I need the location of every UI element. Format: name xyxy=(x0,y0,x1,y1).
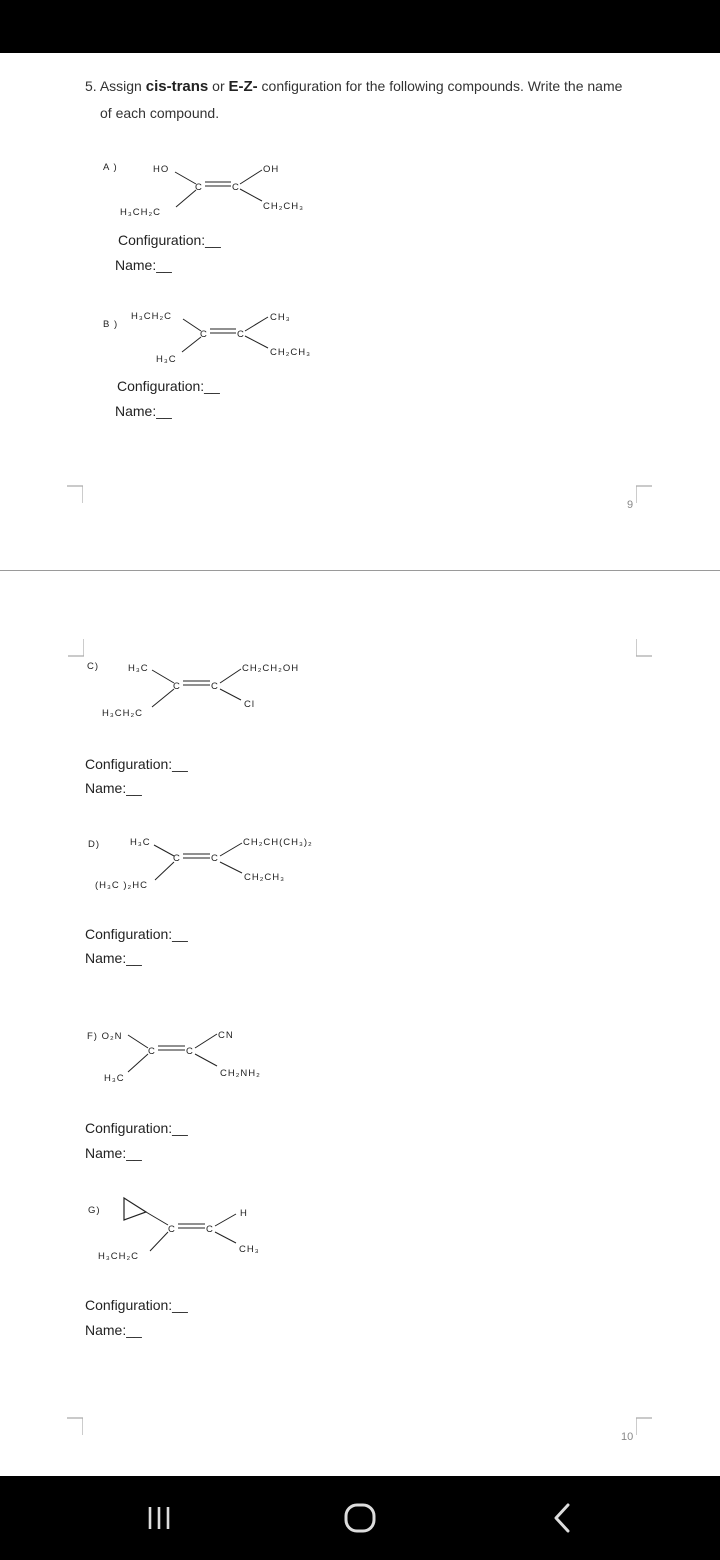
back-icon xyxy=(550,1502,574,1534)
back-button[interactable] xyxy=(522,1476,602,1560)
svg-text:H₃C: H₃C xyxy=(128,663,149,674)
svg-text:CN: CN xyxy=(218,1030,234,1041)
compound-g-label: G) xyxy=(88,1205,101,1216)
svg-text:C: C xyxy=(206,1224,214,1235)
svg-text:Cl: Cl xyxy=(244,699,255,710)
compound-d-label: D) xyxy=(88,839,101,850)
compound-f-name: Name:__ xyxy=(85,1145,142,1161)
document-page-9 xyxy=(0,53,720,570)
svg-text:CH₂NH₂: CH₂NH₂ xyxy=(220,1068,261,1079)
svg-text:H₃C: H₃C xyxy=(156,354,177,365)
svg-text:(H₃C )₂HC: (H₃C )₂HC xyxy=(95,880,148,891)
svg-text:C: C xyxy=(211,681,219,692)
page-number: 9 xyxy=(627,499,634,511)
svg-text:CH₂CH₂OH: CH₂CH₂OH xyxy=(242,663,300,674)
svg-text:C: C xyxy=(173,681,181,692)
svg-text:C: C xyxy=(173,853,181,864)
svg-text:C: C xyxy=(232,182,240,193)
term-e-z: E-Z- xyxy=(228,78,258,95)
compound-d-configuration: Configuration:__ xyxy=(85,926,188,942)
document-page-10 xyxy=(0,571,720,1476)
svg-text:CH₂CH(CH₃)₂: CH₂CH(CH₃)₂ xyxy=(243,837,313,848)
compound-b-configuration: Configuration:__ xyxy=(117,378,220,394)
page-corner-mark xyxy=(67,1417,83,1435)
compound-a-structure xyxy=(0,53,720,570)
svg-text:CH₂CH₃: CH₂CH₃ xyxy=(244,872,285,883)
svg-text:CH₃: CH₃ xyxy=(270,312,291,323)
compound-a-label: A ) xyxy=(103,162,118,173)
cyclopropyl-ring xyxy=(124,1198,146,1220)
compound-c-configuration: Configuration:__ xyxy=(85,756,188,772)
compound-c-label: C) xyxy=(87,661,100,672)
term-cis-trans: cis-trans xyxy=(145,78,209,95)
svg-text:C: C xyxy=(237,329,245,340)
compound-g-name: Name:__ xyxy=(85,1322,142,1338)
compound-f-label: F) O₂N xyxy=(87,1031,123,1042)
home-icon xyxy=(343,1501,377,1535)
compound-a-configuration: Configuration:__ xyxy=(118,232,221,248)
compounds-c-to-g-structures xyxy=(0,571,720,1476)
compound-c-name: Name:__ xyxy=(85,780,142,796)
svg-text:OH: OH xyxy=(263,164,280,175)
compound-d-name: Name:__ xyxy=(85,950,142,966)
svg-text:CH₃: CH₃ xyxy=(239,1244,260,1255)
question-text: 5. Assign cis-trans or E-Z- configuration for the following compounds. Write the name of each compound. xyxy=(85,78,623,121)
page-corner-mark xyxy=(636,485,652,503)
svg-text:H: H xyxy=(240,1208,248,1219)
compound-b-name: Name:__ xyxy=(115,403,172,419)
page-corner-mark xyxy=(67,485,83,503)
svg-text:CH₂CH₃: CH₂CH₃ xyxy=(263,201,304,212)
navigation-bar xyxy=(0,1476,720,1560)
svg-text:C: C xyxy=(148,1046,156,1057)
question-number: 5. xyxy=(85,78,97,94)
page-corner-mark xyxy=(636,1417,652,1435)
svg-text:H₃CH₂C: H₃CH₂C xyxy=(102,708,143,719)
home-button[interactable] xyxy=(320,1476,400,1560)
compound-f-configuration: Configuration:__ xyxy=(85,1120,188,1136)
page-number: 10 xyxy=(621,1431,634,1443)
svg-text:C: C xyxy=(186,1046,194,1057)
svg-text:C: C xyxy=(168,1224,176,1235)
status-bar xyxy=(0,0,720,53)
compound-a-name: Name:__ xyxy=(115,257,172,273)
compound-g-configuration: Configuration:__ xyxy=(85,1297,188,1313)
svg-text:C: C xyxy=(195,182,203,193)
compound-b-label: B ) xyxy=(103,319,119,330)
svg-text:CH₂CH₃: CH₂CH₃ xyxy=(270,347,311,358)
svg-text:H₃C: H₃C xyxy=(104,1073,125,1084)
svg-text:C: C xyxy=(211,853,219,864)
svg-text:C: C xyxy=(200,329,208,340)
recents-button[interactable] xyxy=(120,1476,200,1560)
svg-text:H₃C: H₃C xyxy=(130,837,151,848)
svg-text:H₃CH₂C: H₃CH₂C xyxy=(98,1251,139,1262)
svg-text:H₃CH₂C: H₃CH₂C xyxy=(120,207,161,218)
svg-text:H₃CH₂C: H₃CH₂C xyxy=(131,311,172,322)
svg-text:HO: HO xyxy=(153,164,170,175)
recents-icon xyxy=(145,1505,175,1531)
